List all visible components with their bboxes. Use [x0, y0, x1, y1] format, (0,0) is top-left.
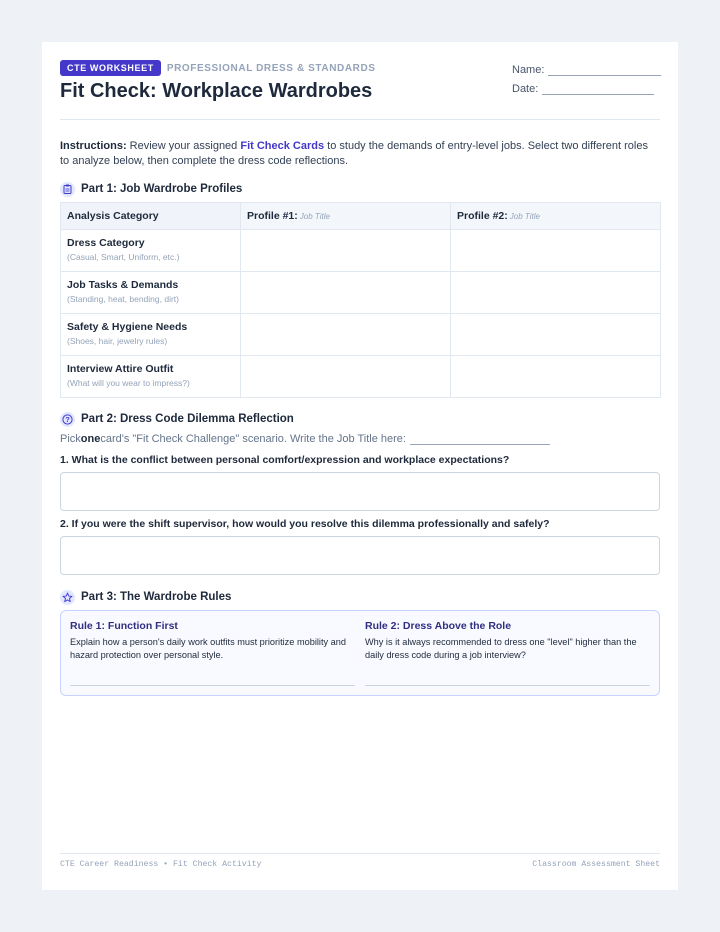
column-header-analysis-category [61, 203, 241, 230]
category-cell [61, 272, 241, 314]
column-header-profile-2 [451, 203, 661, 230]
category-hint: (Shoes, hair, jewelry rules) [67, 336, 168, 346]
category-hint: (Casual, Smart, Uniform, etc.) [67, 252, 180, 262]
footer-left: CTE Career Readiness • Fit Check Activity [60, 860, 262, 869]
category-hint: (What will you wear to impress?) [67, 378, 190, 388]
profile-1-answer-cell[interactable] [241, 272, 451, 314]
date-label: Date: [512, 83, 539, 95]
instructions [60, 139, 660, 169]
part3-title: Part 3: The Wardrobe Rules [81, 591, 232, 603]
footer-right: Classroom Assessment Sheet [532, 860, 660, 869]
table-row [61, 230, 661, 272]
worksheet-tag: CTE WORKSHEET [60, 60, 161, 76]
category-label: Interview Attire Outfit [67, 363, 174, 375]
part2-title: Part 2: Dress Code Dilemma Reflection [81, 413, 294, 425]
page-title: Fit Check: Workplace Wardrobes [60, 80, 373, 102]
worksheet-header [60, 60, 660, 120]
job-wardrobe-profiles-table [60, 202, 661, 398]
name-label: Name: [512, 64, 545, 76]
clipboard-icon [60, 182, 75, 197]
table-row [61, 356, 661, 398]
profile-1-answer-cell[interactable] [241, 356, 451, 398]
rule-2 [365, 620, 650, 662]
name-date-fields [512, 60, 660, 98]
column-label: Profile #2: [457, 210, 508, 222]
fit-check-cards-highlight: Fit Check Cards [240, 140, 325, 152]
column-header-profile-1 [241, 203, 451, 230]
name-field[interactable] [512, 60, 660, 76]
profile-2-answer-cell[interactable] [451, 314, 661, 356]
svg-text:?: ? [65, 414, 70, 424]
worksheet-kicker: PROFESSIONAL DRESS & STANDARDS [166, 62, 376, 74]
wardrobe-rules-panel [60, 610, 660, 696]
column-label: Profile #1: [247, 210, 298, 222]
part1-heading [60, 181, 242, 197]
job-title-line[interactable] [410, 433, 550, 445]
answer-box-1[interactable] [60, 472, 660, 511]
rule-2-answer-line[interactable] [365, 685, 650, 686]
worksheet-page [42, 42, 678, 890]
profile-2-answer-cell[interactable] [451, 230, 661, 272]
category-cell [61, 314, 241, 356]
date-line[interactable] [542, 83, 654, 95]
pick-text-after: card's "Fit Check Challenge" scenario. Write the Job Title here: [100, 433, 406, 445]
category-hint: (Standing, heat, bending, dirt) [67, 294, 179, 304]
worksheet-content [60, 60, 660, 869]
instructions-text-after: to study the demands of entry-level jobs. Select two different roles to analyze below, then complete the dress code reflections. [60, 140, 648, 167]
rule-2-title: Rule 2: Dress Above the Role [365, 620, 512, 632]
category-label: Safety & Hygiene Needs [67, 321, 188, 333]
pick-scenario-instruction [60, 433, 660, 445]
part1-title: Part 1: Job Wardrobe Profiles [81, 183, 243, 195]
page-footer [60, 853, 660, 869]
column-label: Analysis Category [67, 210, 159, 222]
rule-1-answer-line[interactable] [70, 685, 355, 686]
pick-text-bold: one [80, 433, 101, 445]
table-row [61, 314, 661, 356]
job-title-placeholder: Job Title [509, 212, 540, 221]
category-label: Dress Category [67, 237, 145, 249]
job-title-placeholder: Job Title [299, 212, 330, 221]
name-line[interactable] [548, 64, 661, 76]
question-1: 1. What is the conflict between personal comfort/expression and workplace expectations? [60, 454, 510, 466]
profile-1-answer-cell[interactable] [241, 230, 451, 272]
category-cell [61, 356, 241, 398]
part2-heading [60, 411, 294, 427]
instructions-label: Instructions: [60, 140, 127, 152]
rule-1-title: Rule 1: Function First [70, 620, 178, 632]
rule-1 [70, 620, 355, 662]
instructions-text-before: Review your assigned [126, 140, 241, 152]
profile-1-answer-cell[interactable] [241, 314, 451, 356]
part3-heading [60, 589, 231, 605]
profile-2-answer-cell[interactable] [451, 356, 661, 398]
category-label: Job Tasks & Demands [67, 279, 179, 291]
table-row [61, 272, 661, 314]
question-2: 2. If you were the shift supervisor, how would you resolve this dilemma professionally and safely? [60, 518, 550, 530]
answer-box-2[interactable] [60, 536, 660, 575]
question-icon [60, 412, 75, 427]
date-field[interactable] [512, 79, 660, 95]
profile-2-answer-cell[interactable] [451, 272, 661, 314]
table-header-row [61, 203, 661, 230]
category-cell [61, 230, 241, 272]
pick-text-before: Pick [60, 433, 81, 445]
rule-1-description: Explain how a person's daily work outfits must prioritize mobility and hazard protection over personal style. [70, 637, 346, 660]
star-icon [60, 590, 75, 605]
rule-2-description: Why is it always recommended to dress one "level" higher than the daily dress code during a job interview? [365, 637, 637, 660]
